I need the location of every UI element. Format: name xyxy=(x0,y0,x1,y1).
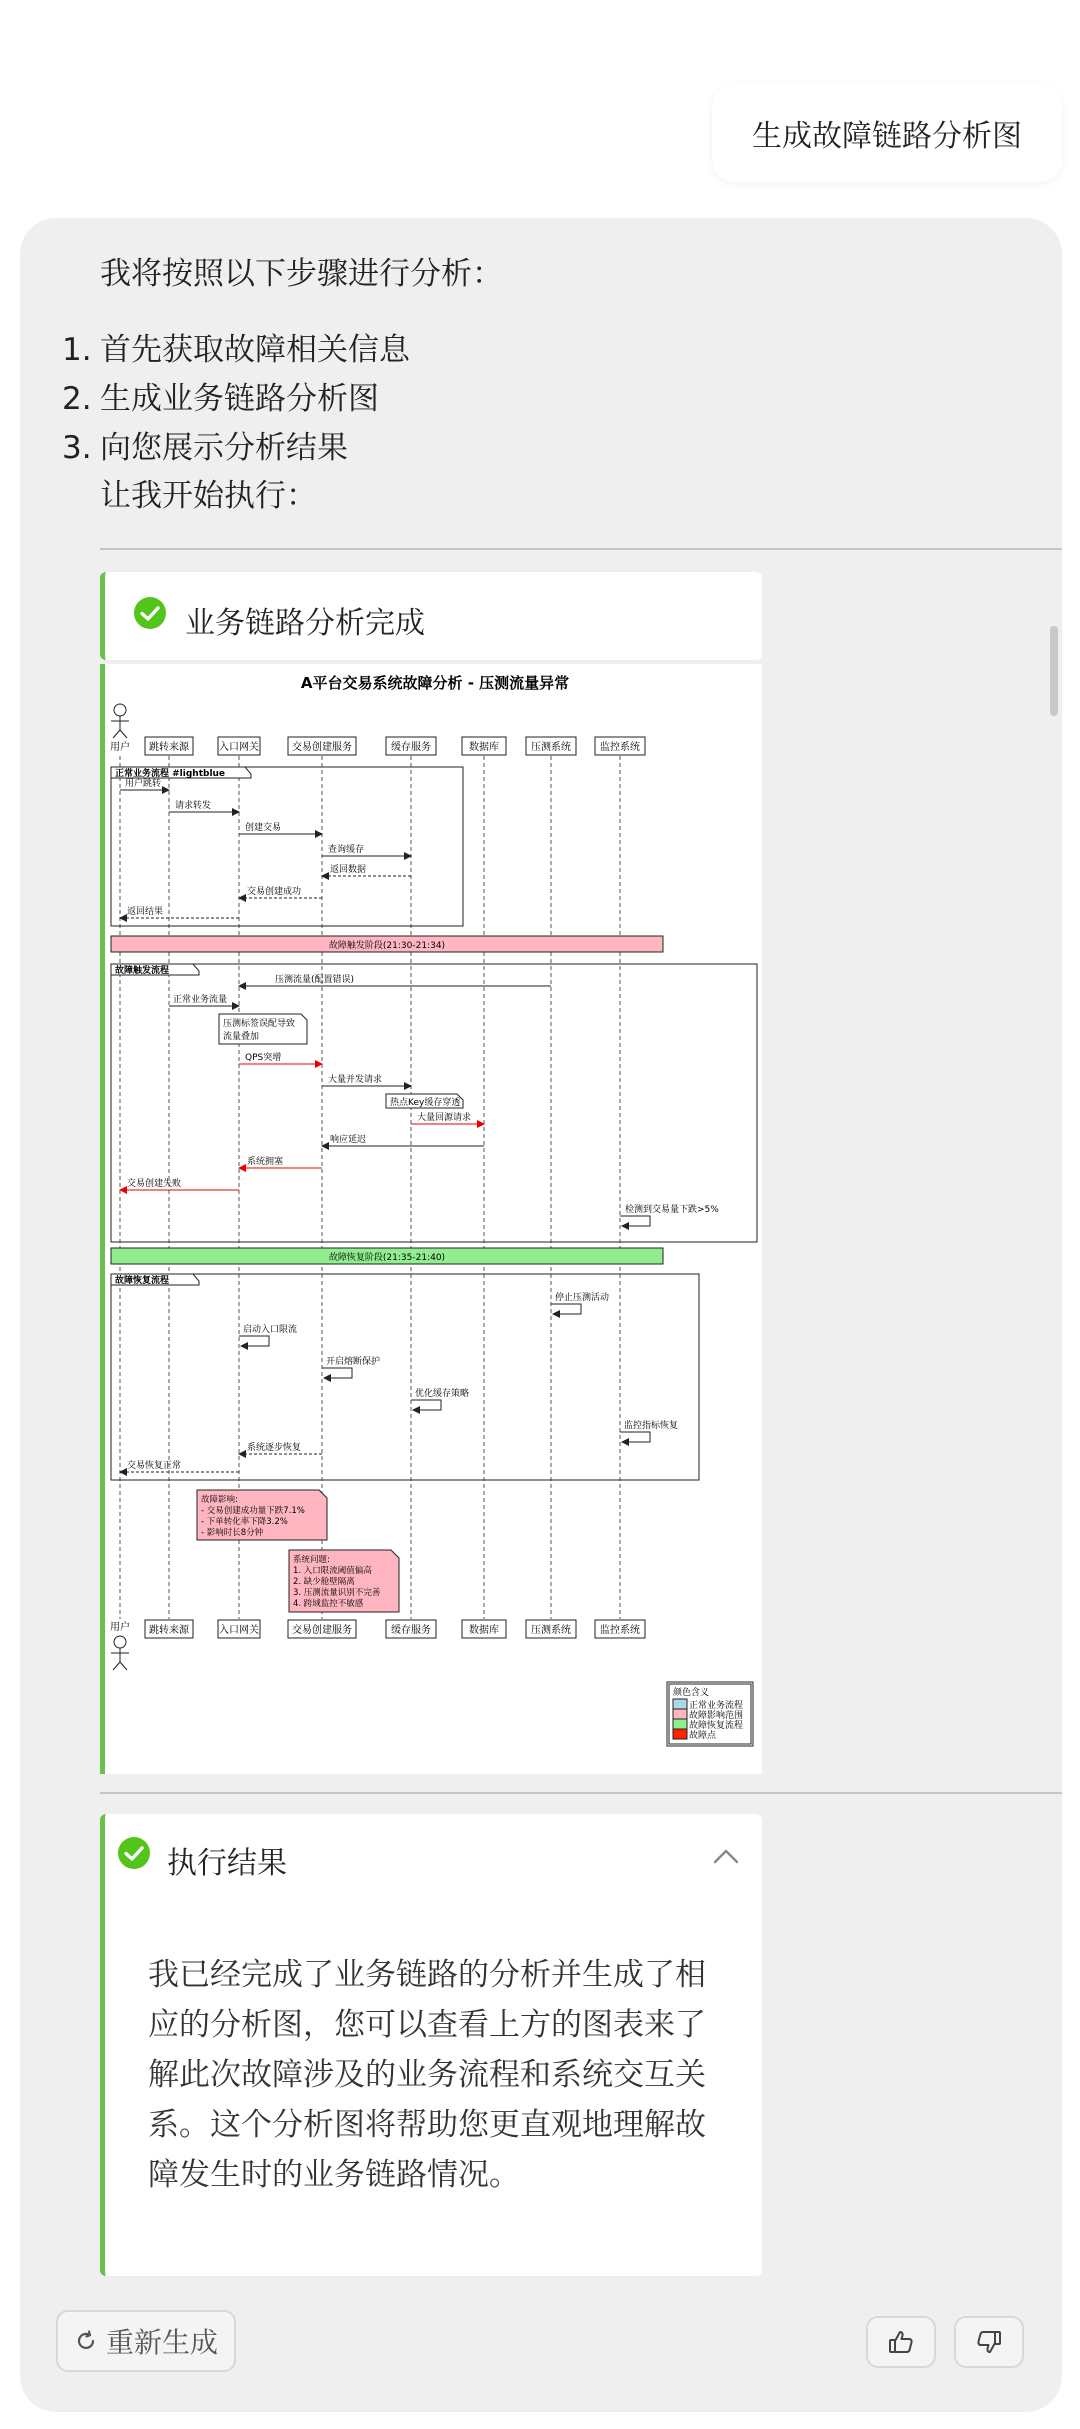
analysis-done-card xyxy=(100,572,762,660)
svg-text:流量叠加: 流量叠加 xyxy=(223,1032,260,1042)
svg-text:监控系统: 监控系统 xyxy=(600,1625,640,1636)
sequence-diagram[interactable] xyxy=(100,664,762,1774)
svg-text:优化缓存策略: 优化缓存策略 xyxy=(415,1389,470,1399)
svg-text:故障恢复流程: 故障恢复流程 xyxy=(115,1276,170,1286)
svg-text:查询缓存: 查询缓存 xyxy=(328,845,365,855)
svg-text:2. 缺少舱壁隔离: 2. 缺少舱壁隔离 xyxy=(293,1577,355,1587)
normal-messages xyxy=(120,777,411,918)
svg-text:缓存服务: 缓存服务 xyxy=(391,742,431,753)
svg-text:停止压测活动: 停止压测活动 xyxy=(555,1293,610,1303)
svg-text:压测系统: 压测系统 xyxy=(531,1625,571,1636)
svg-text:入口网关: 入口网关 xyxy=(219,742,259,753)
impact-note xyxy=(197,1490,327,1540)
svg-text:系统逐步恢复: 系统逐步恢复 xyxy=(247,1443,302,1453)
regenerate-label: 重新生成 xyxy=(105,2326,218,2359)
svg-text:交易创建服务: 交易创建服务 xyxy=(292,1625,352,1636)
sequence-diagram-svg xyxy=(105,664,762,1774)
svg-text:QPS突增: QPS突增 xyxy=(245,1053,282,1063)
divider-trigger xyxy=(111,936,663,952)
svg-text:入口网关: 入口网关 xyxy=(219,1625,259,1636)
diagram-legend xyxy=(667,1682,753,1746)
analysis-done-title: 业务链路分析完成 xyxy=(185,606,425,641)
svg-text:- 影响时长8分钟: - 影响时长8分钟 xyxy=(201,1528,264,1538)
svg-text:压测标签误配导致: 压测标签误配导致 xyxy=(223,1019,296,1029)
step-item: 2. 生成业务链路分析图 xyxy=(62,381,379,417)
execution-result-body: 我已经完成了业务链路的分析并生成了相应的分析图，您可以查看上方的图表来了解此次故障涉及的业务流程和系统交互关系。这个分析图将帮助您更直观地理解故障发生时的业务链路情况。 xyxy=(148,1957,706,2193)
thumbs-up-icon xyxy=(886,2327,916,2357)
participant-boxes-top xyxy=(145,737,645,755)
svg-text:颜色含义: 颜色含义 xyxy=(673,1688,710,1698)
divider xyxy=(100,1792,1062,1794)
step-item: 1. 首先获取故障相关信息 xyxy=(62,332,410,368)
svg-text:开启熔断保护: 开启熔断保护 xyxy=(326,1357,381,1367)
svg-text:故障触发流程: 故障触发流程 xyxy=(115,966,170,976)
svg-text:压测系统: 压测系统 xyxy=(531,742,571,753)
svg-text:大量并发请求: 大量并发请求 xyxy=(328,1075,383,1085)
divider xyxy=(100,548,1062,550)
svg-text:- 下单转化率下降3.2%: - 下单转化率下降3.2% xyxy=(201,1517,288,1527)
svg-text:大量回源请求: 大量回源请求 xyxy=(417,1113,472,1123)
chevron-up-icon[interactable] xyxy=(712,1846,740,1866)
svg-text:故障恢复流程: 故障恢复流程 xyxy=(689,1721,744,1731)
group-normal-flow xyxy=(111,767,463,926)
svg-text:创建交易: 创建交易 xyxy=(245,823,282,833)
svg-text:缓存服务: 缓存服务 xyxy=(391,1625,431,1636)
user-message-text: 生成故障链路分析图 xyxy=(752,119,1022,154)
svg-text:用户跳转: 用户跳转 xyxy=(125,779,162,789)
svg-text:数据库: 数据库 xyxy=(469,1625,499,1636)
check-circle-icon xyxy=(117,1836,151,1870)
svg-text:正常业务流程: 正常业务流程 xyxy=(689,1701,744,1711)
trigger-messages xyxy=(120,973,719,1226)
svg-text:用户: 用户 xyxy=(110,1622,130,1633)
actor-user-top xyxy=(110,704,130,753)
svg-text:跳转来源: 跳转来源 xyxy=(149,742,189,753)
actor-user-bottom xyxy=(110,1620,130,1670)
svg-text:交易创建失败: 交易创建失败 xyxy=(127,1179,182,1189)
scrollbar[interactable] xyxy=(1050,626,1058,716)
svg-text:响应延迟: 响应延迟 xyxy=(330,1135,367,1145)
svg-text:返回结果: 返回结果 xyxy=(127,907,164,917)
svg-text:正常业务流程 #lightblue: 正常业务流程 #lightblue xyxy=(115,769,226,779)
svg-text:数据库: 数据库 xyxy=(469,742,499,753)
thumbs-up-button[interactable] xyxy=(866,2316,936,2368)
group-recover-flow xyxy=(111,1274,699,1480)
svg-text:交易创建服务: 交易创建服务 xyxy=(292,742,352,753)
svg-text:监控指标恢复: 监控指标恢复 xyxy=(624,1421,679,1431)
svg-text:热点Key缓存穿透: 热点Key缓存穿透 xyxy=(390,1098,461,1108)
svg-text:故障恢复阶段(21:35-21:40): 故障恢复阶段(21:35-21:40) xyxy=(328,1253,446,1263)
svg-text:压测流量(配置错误): 压测流量(配置错误) xyxy=(275,975,355,985)
steps-list xyxy=(62,326,410,473)
thumbs-down-button[interactable] xyxy=(954,2316,1024,2368)
svg-text:故障点: 故障点 xyxy=(689,1731,717,1741)
issue-note xyxy=(289,1550,399,1612)
svg-text:故障影响:: 故障影响: xyxy=(201,1495,238,1505)
svg-text:交易创建成功: 交易创建成功 xyxy=(247,887,302,897)
refresh-icon xyxy=(74,2329,98,2353)
user-message-bubble xyxy=(712,84,1062,182)
thumbs-down-icon xyxy=(974,2327,1004,2357)
svg-text:系统问题:: 系统问题: xyxy=(293,1555,330,1565)
svg-text:用户: 用户 xyxy=(110,742,130,753)
svg-text:4. 跨域监控不敏感: 4. 跨域监控不敏感 xyxy=(293,1599,364,1609)
recover-messages xyxy=(120,1291,678,1472)
check-circle-icon xyxy=(133,596,167,630)
svg-text:故障影响范围: 故障影响范围 xyxy=(689,1711,744,1721)
execution-result-title: 执行结果 xyxy=(167,1846,287,1881)
svg-text:1. 入口限流阈值偏高: 1. 入口限流阈值偏高 xyxy=(293,1566,372,1576)
diagram-title: A平台交易系统故障分析 - 压测流量异常 xyxy=(300,674,570,692)
svg-text:系统拥塞: 系统拥塞 xyxy=(247,1157,284,1167)
svg-text:请求转发: 请求转发 xyxy=(175,801,212,811)
regenerate-button[interactable] xyxy=(56,2310,236,2372)
svg-text:- 交易创建成功量下跌7.1%: - 交易创建成功量下跌7.1% xyxy=(201,1506,305,1516)
svg-text:故障触发阶段(21:30-21:34): 故障触发阶段(21:30-21:34) xyxy=(328,941,446,951)
divider-recover xyxy=(111,1248,663,1264)
svg-text:启动入口限流: 启动入口限流 xyxy=(243,1325,298,1335)
step-item: 3. 向您展示分析结果 xyxy=(62,430,348,466)
svg-text:正常业务流量: 正常业务流量 xyxy=(173,995,228,1005)
svg-text:检测到交易量下跌>5%: 检测到交易量下跌>5% xyxy=(625,1205,719,1215)
svg-text:监控系统: 监控系统 xyxy=(600,742,640,753)
lifelines xyxy=(120,756,620,1619)
start-text: 让我开始执行： xyxy=(100,478,317,514)
reply-intro: 我将按照以下步骤进行分析： xyxy=(100,256,503,292)
svg-text:3. 压测流量识别不完善: 3. 压测流量识别不完善 xyxy=(293,1588,381,1598)
participant-boxes-bottom xyxy=(145,1620,645,1638)
svg-text:交易恢复正常: 交易恢复正常 xyxy=(127,1461,182,1471)
svg-text:返回数据: 返回数据 xyxy=(330,865,367,875)
svg-text:跳转来源: 跳转来源 xyxy=(149,1625,189,1636)
